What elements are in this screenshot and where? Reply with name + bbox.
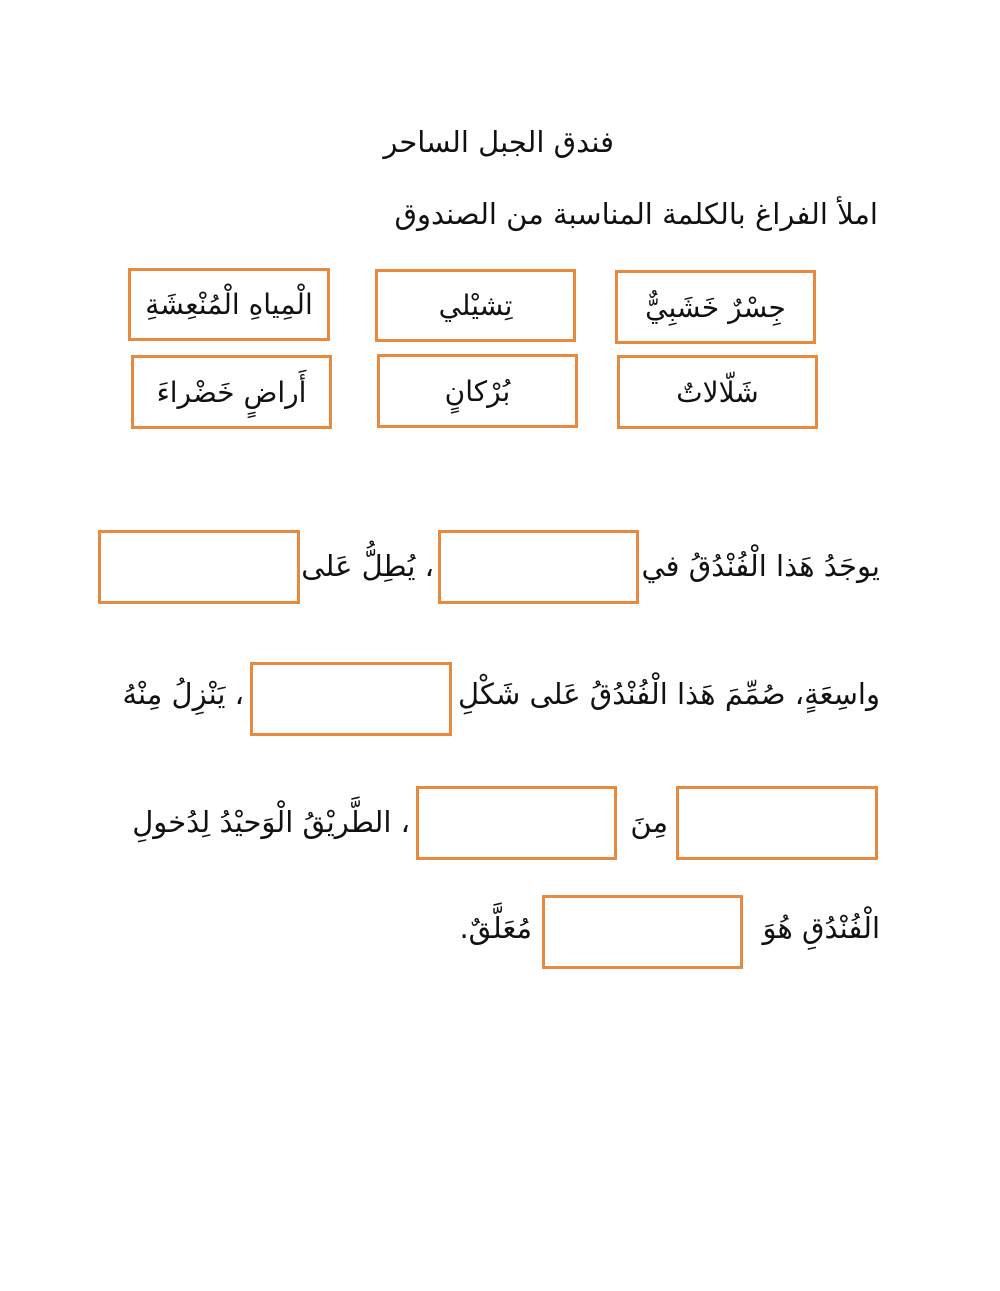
drop-blank[interactable] (416, 786, 617, 860)
word-bank-item[interactable]: تِشيْلي (375, 269, 576, 342)
sentence-text: يوجَدُ هَذا الْفُنْدُقُ في (641, 549, 880, 583)
word-bank-item[interactable]: جِسْرٌ خَشَبِيٌّ (615, 270, 816, 344)
sentence-text: مُعَلَّقٌ. (459, 911, 532, 945)
sentence-text: مِنَ (630, 805, 668, 839)
word-bank-item[interactable]: بُرْكانٍ (377, 354, 578, 428)
sentence-text: ، يَنْزِلُ مِنْهُ (122, 677, 244, 711)
sentence-text: الْفُنْدُقِ هُوَ (762, 911, 880, 945)
drop-blank[interactable] (542, 895, 743, 969)
drop-blank[interactable] (250, 662, 452, 736)
word-bank-item[interactable]: الْمِياهِ الْمُنْعِشَةِ (128, 268, 330, 341)
instruction-text: املأ الفراغ بالكلمة المناسبة من الصندوق (394, 197, 878, 231)
drop-blank[interactable] (438, 530, 639, 604)
drop-blank[interactable] (98, 530, 300, 604)
sentence-text: ، الطَّريْقُ الْوَحيْدُ لِدُخولِ (132, 805, 410, 839)
word-bank-item[interactable]: شَلّالاتٌ (617, 355, 818, 429)
drop-blank[interactable] (676, 786, 878, 860)
page-title: فندق الجبل الساحر (383, 125, 614, 159)
sentence-text: واسِعَةٍ، صُمِّمَ هَذا الْفُنْدُقُ عَلى شَكْلِ (457, 677, 880, 711)
sentence-text: ، يُطِلُّ عَلى (301, 549, 434, 583)
word-bank-item[interactable]: أَراضٍ خَضْراءَ (131, 355, 332, 429)
